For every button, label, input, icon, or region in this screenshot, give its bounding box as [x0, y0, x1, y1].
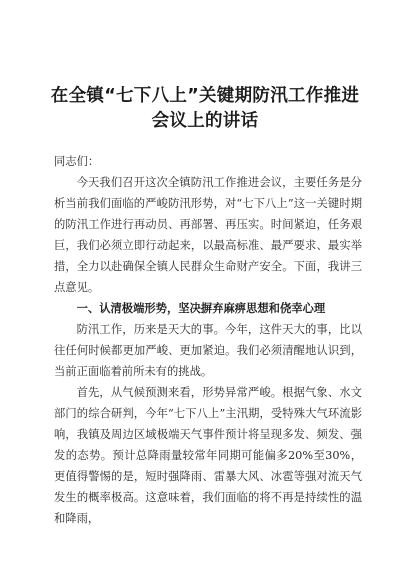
- document-title: [40, 84, 370, 134]
- paragraph-intro: 今天我们召开这次全镇防汛工作推进会议，主要任务是分析当前我们面临的严峻防汛形势，对“七下八上”这一关键时期的防汛工作进行再动员、再部署、再压实。时间紧迫，任务艰巨，我们必须立即行动起来，以最高标准、最严要求、最实举措，全力以赴确保全镇人民群众生命财产安全。下面，我讲三点意见。: [54, 176, 362, 294]
- paragraph-flood-control: 防汛工作，历来是天大的事。今年，这件天大的事，比以往任何时候都更加严峻、更加紧迫。我们必须清醒地认识到，当前正面临着前所未有的挑战。: [54, 323, 362, 378]
- section-heading-1: 一、认清极端形势，坚决摒弃麻痹思想和侥幸心理: [76, 302, 326, 315]
- document-body: [54, 151, 362, 529]
- title-line-1: 在全镇“七下八上”关键期防汛工作推进: [50, 86, 360, 106]
- paragraph-climate-forecast: 首先，从气候预测来看，形势异常严峻。根据气象、水文部门的综合研判，今年“七下八上”主汛期，受特殊大气环流影响，我镇及周边区域极端天气事件预计将呈现多发、频发、强发的态势。预计总降雨量较常年同期可能偏多20%至30%，更值得警惕的是，短时强降雨、雷暴大风、冰雹等强对流天气发生的概率极高。这意味着，我们面临的将不再是持续性的温和降雨，: [54, 386, 362, 525]
- title-line-2: 会议上的讲话: [151, 111, 259, 131]
- salutation: 同志们：: [54, 155, 100, 168]
